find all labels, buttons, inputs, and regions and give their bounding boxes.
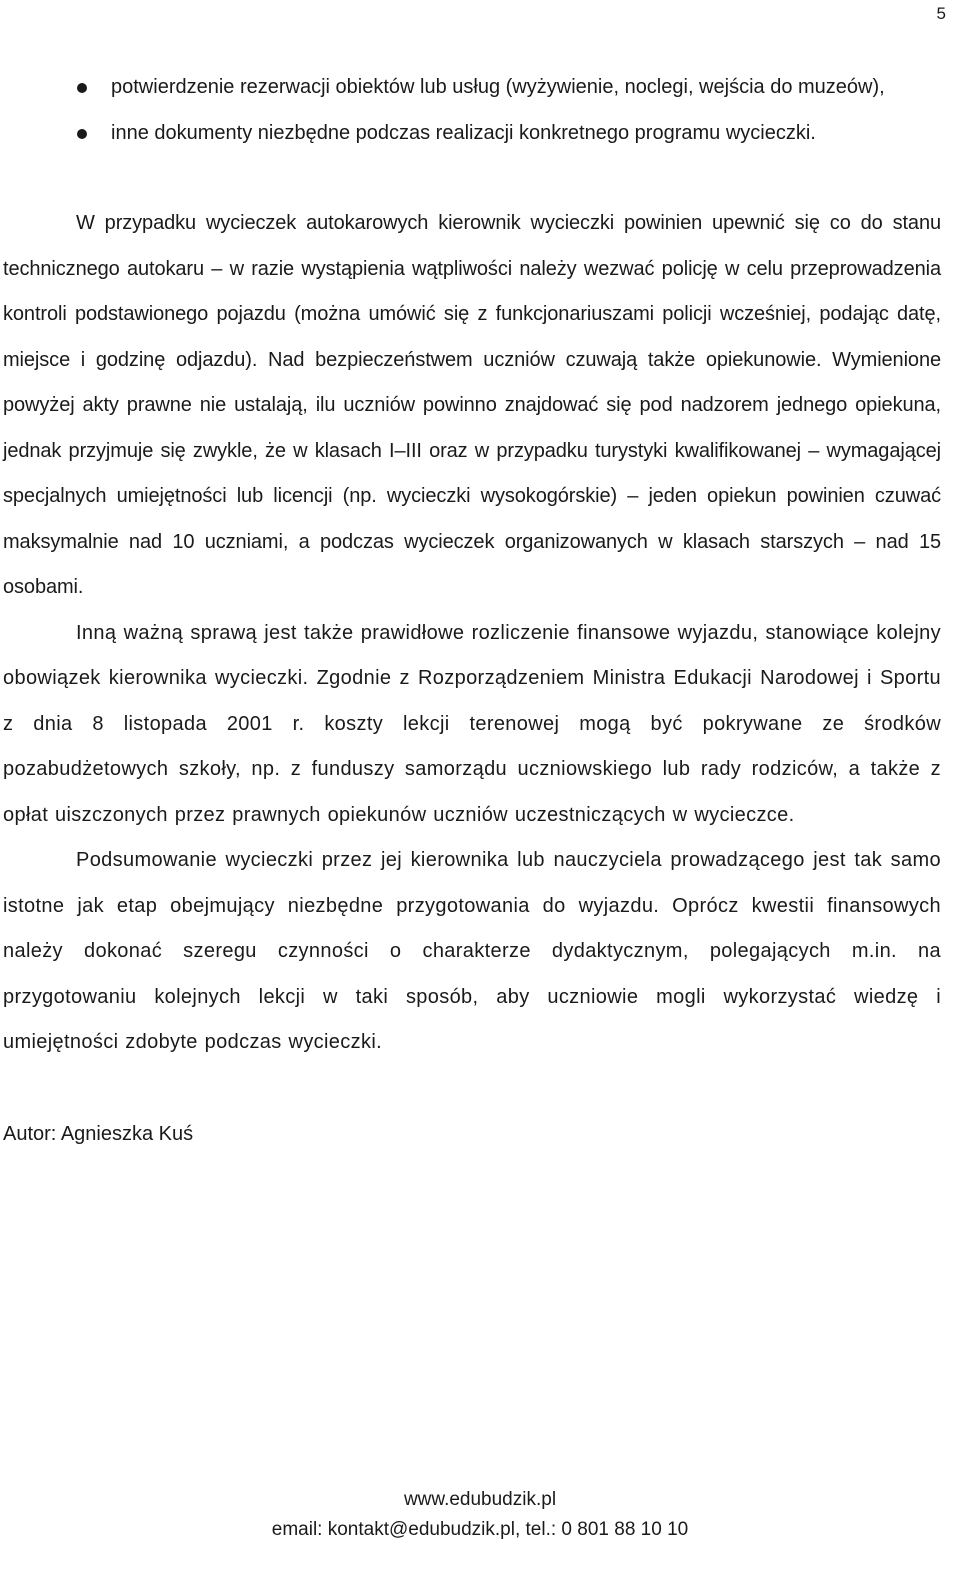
list-item: [3, 111, 941, 157]
page-number: 5: [936, 4, 946, 23]
list-item-text: potwierdzenie rezerwacji obiektów lub usług (wyżywienie, noclegi, wejścia do muzeów),: [111, 76, 885, 98]
paragraph-finances: Inną ważną sprawą jest także prawidłowe rozliczenie finansowe wyjazdu, stanowiące kolejny obowiązek kierownika wycieczki. Zgodnie z Rozporządzeniem Ministra Edukacji Narodowej i Sportu z dnia 8 listopada 2001 r. koszty lekcji terenowej mogą być pokrywane ze środków pozabudżetowych szkoły, np. z funduszy samorządu uczniowskiego lub rady rodziców, a także z opłat uiszczonych przez prawnych opiekunów uczniów uczestniczących w wycieczce.: [3, 621, 941, 826]
author-line: Autor: Agnieszka Kuś: [3, 1122, 194, 1145]
paragraph-summary: Podsumowanie wycieczki przez jej kierownika lub nauczyciela prowadzącego jest tak samo istotne jak etap obejmujący niezbędne przygotowania do wyjazdu. Oprócz kwestii finansowych należy dokonać szeregu czynności o charakterze dydaktycznym, polegających m.in. na przygotowaniu kolejnych lekcji w taki sposób, aby uczniowie mogli wykorzystać wiedzę i umiejętności zdobyte podczas wycieczki.: [3, 849, 941, 1053]
list-item-text: inne dokumenty niezbędne podczas realizacji konkretnego programu wycieczki.: [111, 121, 816, 144]
bullet-list: [3, 65, 941, 156]
bullet-icon: [77, 83, 87, 93]
footer-website-link[interactable]: www.edubudzik.pl: [403, 1489, 557, 1510]
bullet-icon: [77, 129, 87, 139]
paragraph-bus-trips: W przypadku wycieczek autokarowych kierownik wycieczki powinien upewnić się co do stanu technicznego autokaru – w razie wystąpienia wątpliwości należy wezwać policję w celu przeprowadzenia kontroli podstawionego pojazdu (można umówić się z funkcjonariuszami policji wcześniej, podając datę, miejsce i godzinę odjazdu). Nad bezpieczeństwem uczniów czuwają także opiekunowie. Wymienione powyżej akty prawne nie ustalają, ilu uczniów powinno znajdować się pod nadzorem jednego opiekuna, jednak przyjmuje się zwykle, że w klasach I–III oraz w przypadku turystyki kwalifikowanej – wymagającej specjalnych umiejętności lub licencji (np. wycieczki wysokogórskie) – jeden opiekun powinien czuwać maksymalnie nad 10 uczniami, a podczas wycieczek organizowanych w klasach starszych – nad 15 osobami.: [3, 212, 941, 598]
document-body: [3, 65, 941, 1157]
list-item: [3, 65, 941, 111]
footer-contact: email: kontakt@edubudzik.pl, tel.: 0 801 88 10 10: [271, 1519, 689, 1540]
